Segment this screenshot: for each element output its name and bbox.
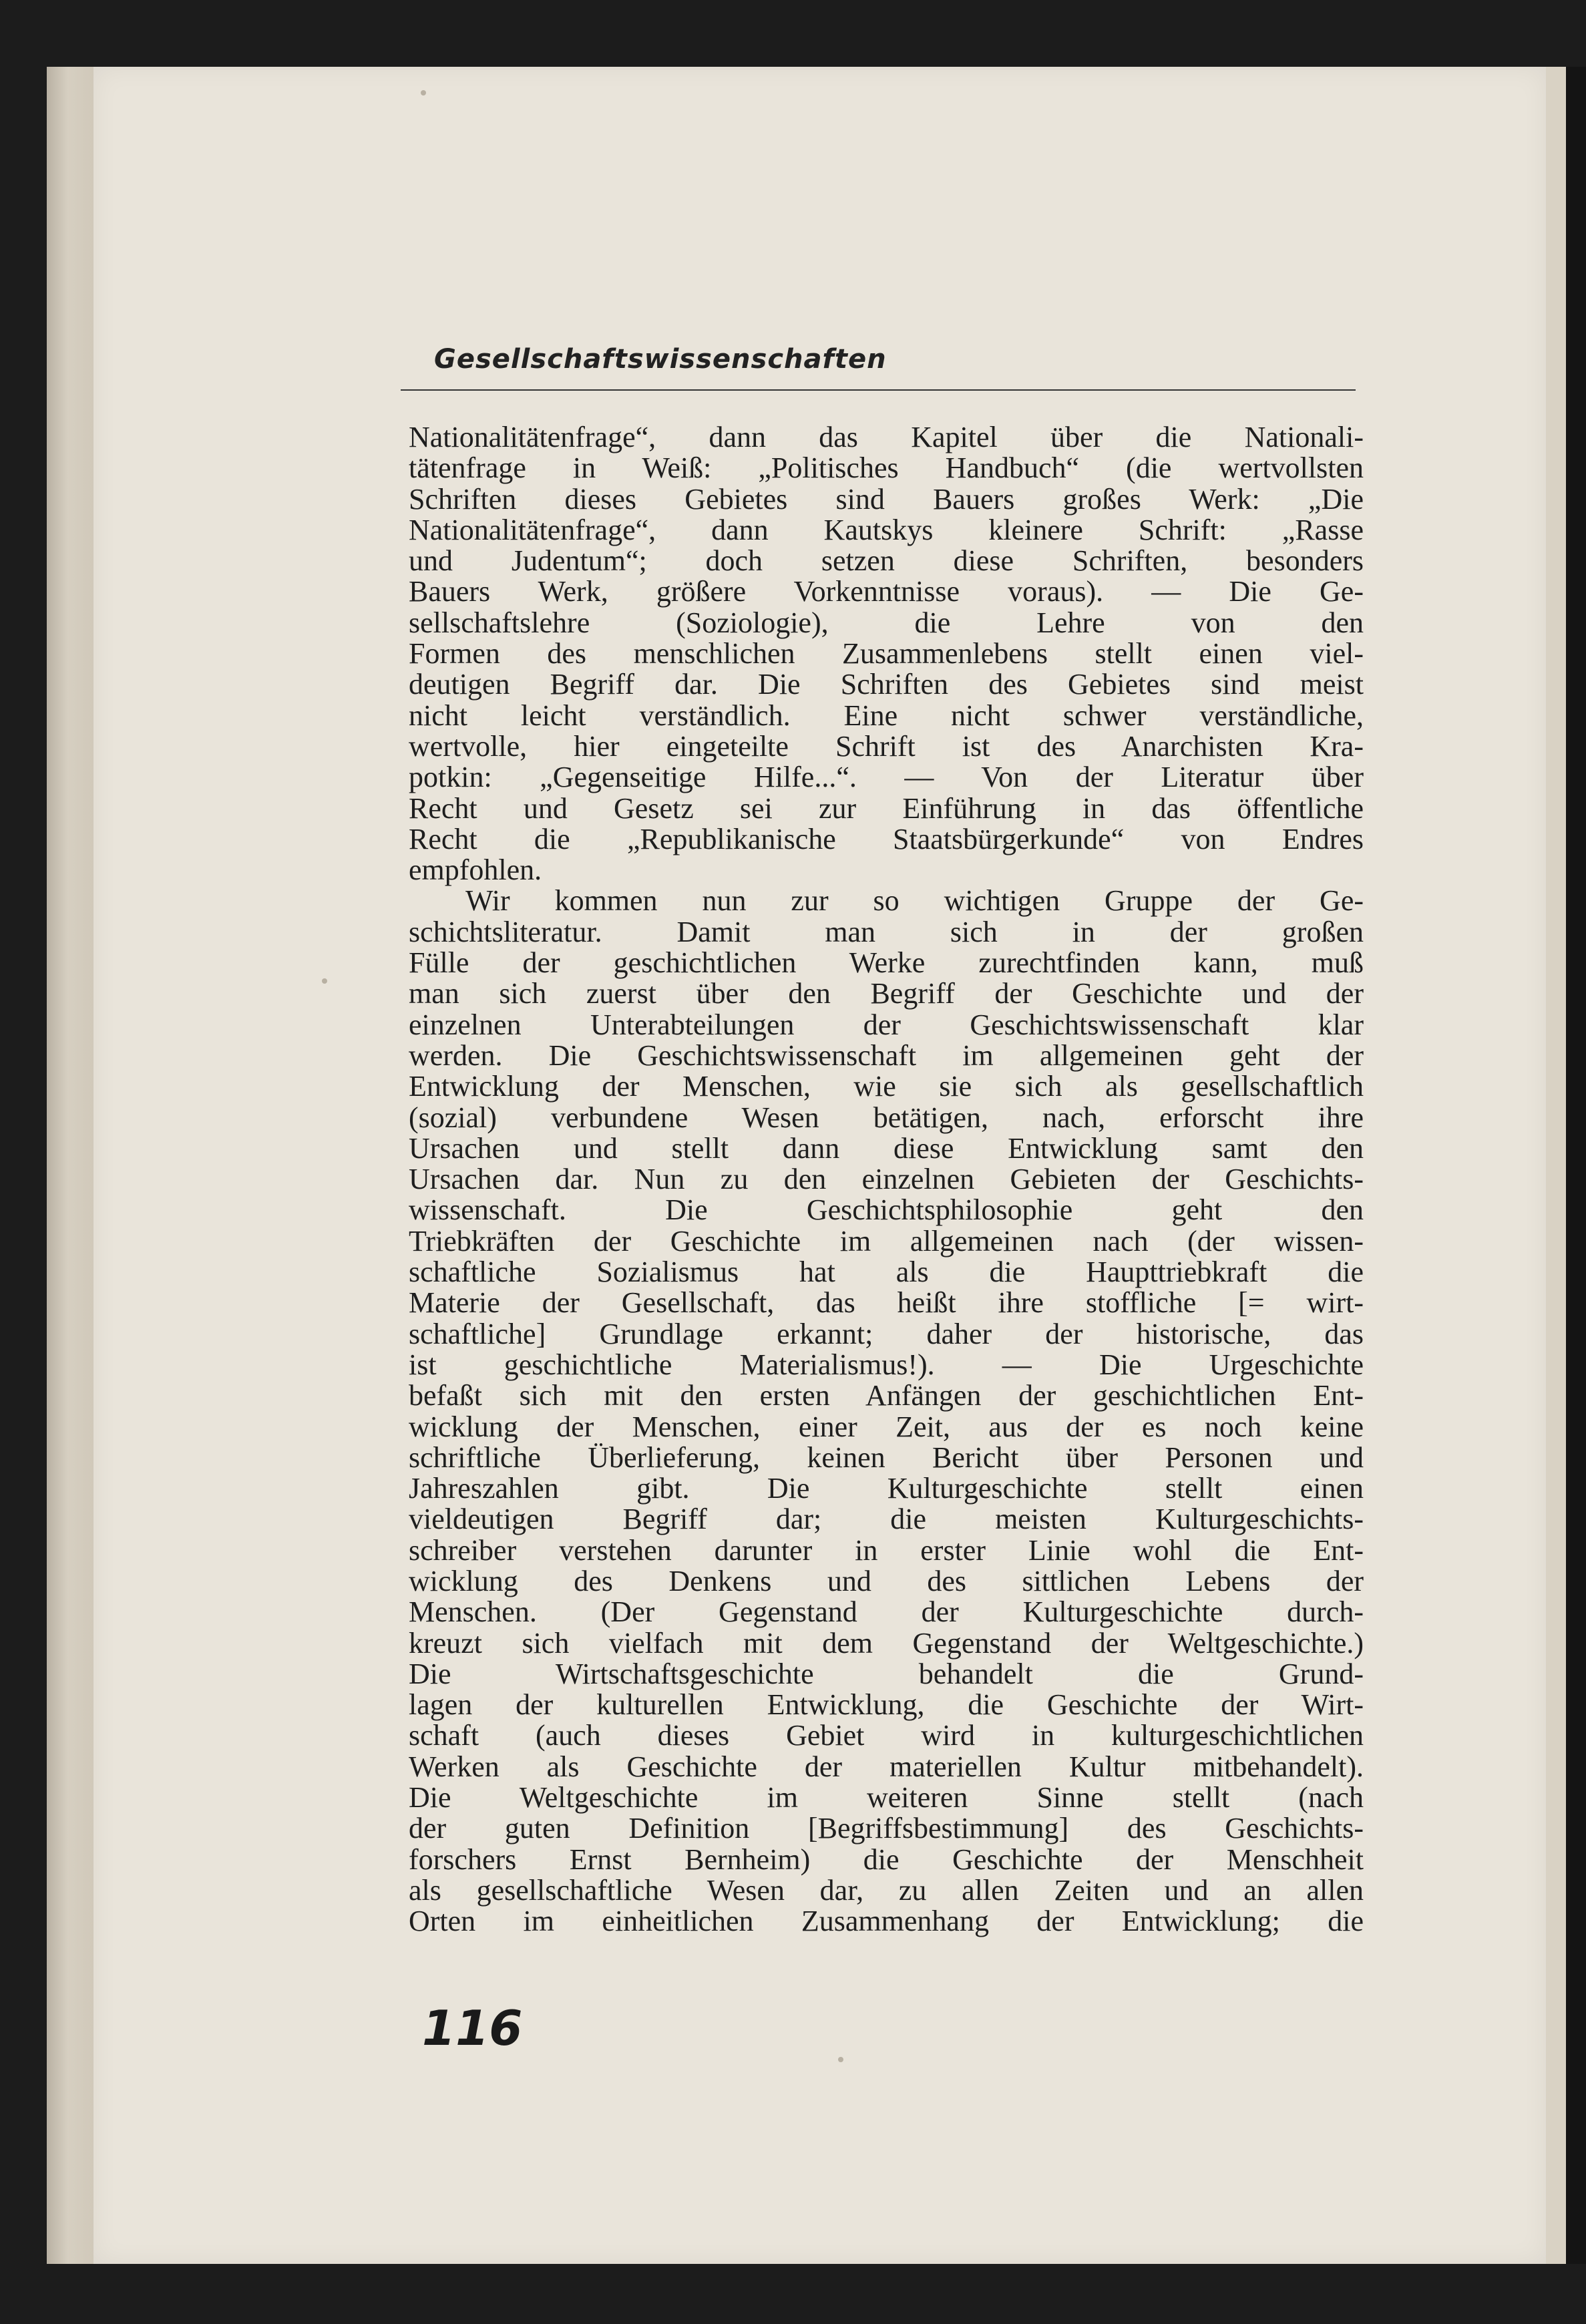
scan-border-right <box>1566 67 1586 2264</box>
text-line: werden. Die Geschichtswissenschaft im allgemeinen geht der <box>409 1038 1364 1072</box>
text-line: Nationalitätenfrage“, dann Kautskys kleinere Schrift: „Rasse <box>409 513 1364 546</box>
text-line: potkin: „Gegenseitige Hilfe...“. — Von der Literatur über <box>409 761 1364 794</box>
paper-speck <box>322 978 327 984</box>
paper-speck <box>838 2057 843 2062</box>
text-line: Ursachen und stellt dann diese Entwicklung samt den <box>409 1131 1364 1165</box>
text-line: Recht die „Republikanische Staatsbürgerkunde“ von Endres <box>409 822 1364 855</box>
text-line: ist geschichtliche Materialismus!). — Die Urgeschichte <box>409 1348 1364 1381</box>
text-line: schaftliche Sozialismus hat als die Haupttriebkraft die <box>409 1255 1364 1289</box>
text-line: und Judentum“; doch setzen diese Schriften, besonders <box>409 544 1364 578</box>
text-line: schreiber verstehen darunter in erster Linie wohl die Ent- <box>409 1533 1364 1567</box>
text-line: schichtsliteratur. Damit man sich in der großen <box>409 915 1364 948</box>
paper-speck <box>421 90 426 95</box>
text-line: Triebkräften der Geschichte im allgemeinen nach (der wissen- <box>409 1224 1364 1257</box>
body-text <box>409 422 1364 1937</box>
text-line: Jahreszahlen gibt. Die Kulturgeschichte stellt einen <box>409 1472 1364 1505</box>
text-line: Werken als Geschichte der materiellen Kultur mitbehandelt). <box>409 1750 1364 1783</box>
text-line: Bauers Werk, größere Vorkenntnisse voraus). — Die Ge- <box>409 575 1364 608</box>
text-line: Ursachen dar. Nun zu den einzelnen Gebieten der Geschichts- <box>409 1163 1364 1196</box>
text-line: Materie der Gesellschaft, das heißt ihre stoffliche [= wirt- <box>409 1286 1364 1320</box>
text-line: schaftliche] Grundlage erkannt; daher der historische, das <box>409 1317 1364 1350</box>
text-line: nicht leicht verständlich. Eine nicht schwer verständliche, <box>409 699 1364 732</box>
text-line: forschers Ernst Bernheim) die Geschichte der Menschheit <box>409 1843 1364 1876</box>
text-line: kreuzt sich vielfach mit dem Gegenstand der Weltgeschichte.) <box>409 1626 1364 1660</box>
text-line: als gesellschaftliche Wesen dar, zu allen Zeiten und an allen <box>409 1873 1364 1907</box>
text-line: wicklung des Denkens und des sittlichen Lebens der <box>409 1564 1364 1597</box>
text-line: Recht und Gesetz sei zur Einführung in das öffentliche <box>409 791 1364 825</box>
text-line: schaft (auch dieses Gebiet wird in kulturgeschichtlichen <box>409 1719 1364 1752</box>
text-line: man sich zuerst über den Begriff der Geschichte und der <box>409 977 1364 1010</box>
text-line: tätenfrage in Weiß: „Politisches Handbuch“ (die wertvollsten <box>409 451 1364 485</box>
text-line: wicklung der Menschen, einer Zeit, aus der es noch keine <box>409 1410 1364 1443</box>
text-line: befaßt sich mit den ersten Anfängen der geschichtlichen Ent- <box>409 1379 1364 1412</box>
text-line: wissenschaft. Die Geschichtsphilosophie geht den <box>409 1193 1364 1227</box>
book-page-edges <box>47 67 100 2264</box>
page-number: 116 <box>422 2000 523 2056</box>
text-line: Orten im einheitlichen Zusammenhang der Entwicklung; die <box>409 1905 1364 1938</box>
text-line: empfohlen. <box>409 853 542 887</box>
running-header: Gesellschaftswissenschaften <box>434 344 887 375</box>
text-line: Die Weltgeschichte im weiteren Sinne stellt (nach <box>409 1781 1364 1814</box>
text-line: der guten Definition [Begriffsbestimmung] des Geschichts- <box>409 1812 1364 1845</box>
text-line: deutigen Begriff dar. Die Schriften des Gebietes sind meist <box>409 668 1364 701</box>
text-line: sellschaftslehre (Soziologie), die Lehre von den <box>409 606 1364 639</box>
text-line: Menschen. (Der Gegenstand der Kulturgeschichte durch- <box>409 1595 1364 1629</box>
text-line: Nationalitätenfrage“, dann das Kapitel über die Nationali- <box>409 421 1364 453</box>
text-line: Formen des menschlichen Zusammenlebens stellt einen viel- <box>409 637 1364 670</box>
text-line: lagen der kulturellen Entwicklung, die Geschichte der Wirt- <box>409 1688 1364 1722</box>
text-line: Wir kommen nun zur so wichtigen Gruppe der Ge- <box>465 884 1364 918</box>
text-line: Entwicklung der Menschen, wie sie sich als gesellschaftlich <box>409 1070 1364 1103</box>
text-line: schriftliche Überlieferung, keinen Bericht über Personen und <box>409 1440 1364 1474</box>
text-line: einzelnen Unterabteilungen der Geschichtswissenschaft klar <box>409 1008 1364 1041</box>
text-line: Die Wirtschaftsgeschichte behandelt die Grund- <box>409 1657 1364 1690</box>
text-line: wertvolle, hier eingeteilte Schrift ist des Anarchisten Kra- <box>409 729 1364 763</box>
header-rule <box>401 389 1356 391</box>
text-line: Fülle der geschichtlichen Werke zurechtfinden kann, muß <box>409 946 1364 980</box>
facing-page-edge <box>1546 67 1566 2264</box>
text-line: Schriften dieses Gebietes sind Bauers großes Werk: „Die <box>409 482 1364 516</box>
text-line: vieldeutigen Begriff dar; die meisten Kulturgeschichts- <box>409 1503 1364 1536</box>
text-line: (sozial) verbundene Wesen betätigen, nach, erforscht ihre <box>409 1101 1364 1134</box>
